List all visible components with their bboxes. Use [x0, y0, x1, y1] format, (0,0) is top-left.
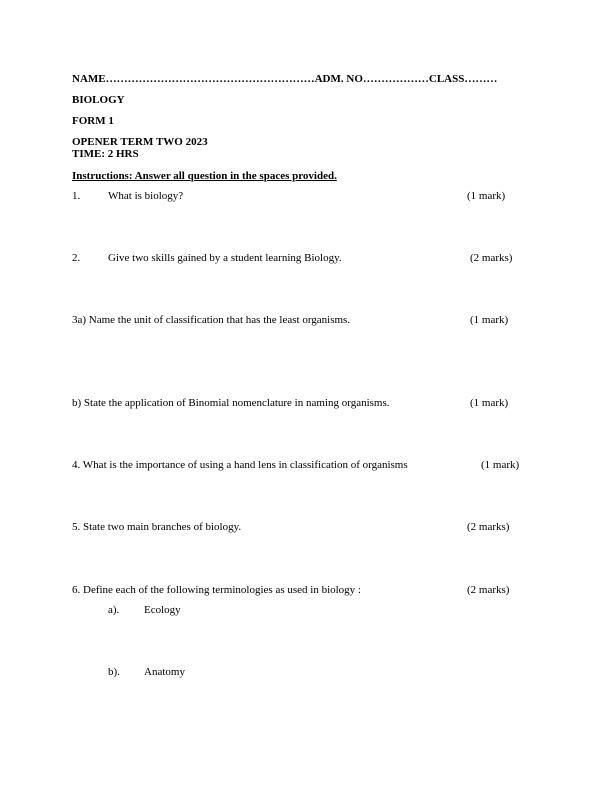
form-level: FORM 1: [72, 115, 114, 127]
question-1-number: 1.: [72, 190, 81, 202]
question-5-text: 5. State two main branches of biology.: [72, 521, 242, 533]
question-2-marks: (2 marks): [470, 252, 513, 264]
question-2-text: Give two skills gained by a student learning Biology.: [108, 252, 342, 264]
subpart-b-text: Anatomy: [144, 666, 185, 678]
question-3b-text: b) State the application of Binomial nomenclature in naming organisms.: [72, 397, 390, 409]
subpart-a-label: a).: [108, 604, 120, 616]
subpart-b-label: b).: [108, 666, 120, 678]
name-line: NAME…………………………………………………ADM. NO………………CLASS………: [72, 73, 498, 85]
question-5-marks: (2 marks): [467, 521, 510, 533]
question-3a-marks: (1 mark): [470, 314, 509, 326]
subject-title: BIOLOGY: [72, 94, 125, 106]
question-1-text: What is biology?: [108, 190, 184, 202]
question-3a-text: 3a) Name the unit of classification that has the least organisms.: [72, 314, 351, 326]
exam-title: OPENER TERM TWO 2023: [72, 136, 208, 148]
subpart-a-text: Ecology: [144, 604, 181, 616]
question-6-text: 6. Define each of the following terminologies as used in biology :: [72, 584, 361, 596]
question-4-text: 4. What is the importance of using a hand lens in classification of organisms: [72, 459, 408, 471]
question-2-number: 2.: [72, 252, 81, 264]
exam-time: TIME: 2 HRS: [72, 148, 139, 160]
instructions: Instructions: Answer all question in the spaces provided.: [72, 170, 337, 182]
question-1-marks: (1 mark): [467, 190, 506, 202]
question-6-marks: (2 marks): [467, 584, 510, 596]
question-3b-marks: (1 mark): [470, 397, 509, 409]
question-4-marks: (1 mark): [481, 459, 520, 471]
